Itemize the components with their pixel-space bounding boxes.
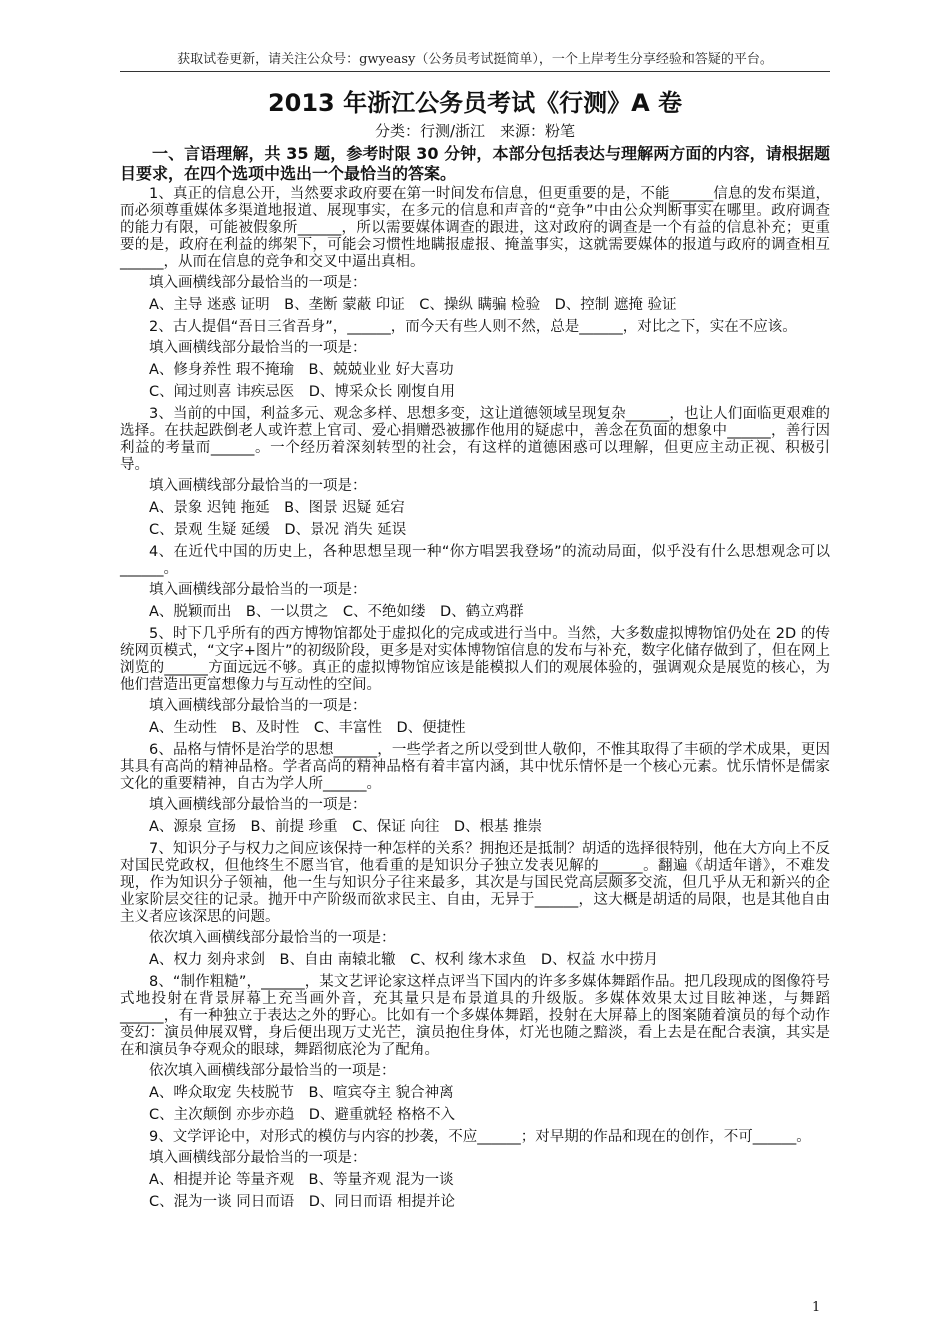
question-line: 填入画横线部分最恰当的一项是： (149, 698, 367, 714)
question-line: 填入画横线部分最恰当的一项是： (149, 275, 367, 291)
question-line: 填入画横线部分最恰当的一项是： (149, 582, 367, 598)
section-heading: 一、言语理解，共 35 题，参考时限 30 分钟，本部分包括表达与理解两方面的内容，请根据题目要求，在四个选项中选出一个最恰当的答案。 (120, 144, 830, 183)
question-stem: 7、知识分子与权力之间应该保持一种怎样的关系？拥抱还是抵制？胡适的选择很特别，他在大方向上不反对国民党政权，但他终生不愿当官，他看重的是知识分子独立发表见解的______。翻遍《胡适年谱》，不难发现，作为知识分子领袖，他一生与知识分子往来最多，其次是与国民党高层颇多交流，但几乎从无和新兴的企业家阶层交往的记录。抛开中产阶级而欲求民主、自由，无异于______，这大概是胡适的局限，也是其他自由主义者应该深思的问题。 (120, 841, 830, 925)
document-title: 2013 年浙江公务员考试《行测》A 卷 (267, 89, 683, 117)
question-line: A、相提并论 等量齐观 B、等量齐观 混为一谈 (149, 1172, 454, 1188)
question-line: 填入画横线部分最恰当的一项是： (149, 797, 367, 813)
question-stem: 5、时下几乎所有的西方博物馆都处于虚拟化的完成或进行当中。当然，大多数虚拟博物馆仍处在 2D 的传统网页模式，“文字+图片”的初级阶段，更多是对实体博物馆信息的发布与补充，数字化储存做到了，但在网上浏览的______方面远远不够。真正的虚拟博物馆应该是能模拟人们的观展体验的，强调观众是展览的核心，为他们营造出更富想像力与互动性的空间。 (120, 626, 830, 693)
question-line: C、混为一谈 同日而语 D、同日而语 相提并论 (149, 1194, 456, 1210)
question-line: C、主次颠倒 亦步亦趋 D、避重就轻 格格不入 (149, 1107, 456, 1123)
question-stem: 2、古人提倡“吾日三省吾身”，______，而今天有些人则不然，总是______，对比之下，实在不应该。 (149, 319, 797, 335)
question-line: 依次填入画横线部分最恰当的一项是： (149, 1063, 396, 1079)
question-stem: 6、品格与情怀是治学的思想______，一些学者之所以受到世人敬仰，不惟其取得了丰硕的学术成果，更因其具有高尚的精神品格。学者高尚的精神品格有着丰富内涵，其中忧乐情怀是一个核心元素。忧乐情怀是儒家文化的重要精神，自古为学人所______。 (120, 742, 830, 792)
question-line: C、闻过则喜 讳疾忌医 D、博采众长 刚愎自用 (149, 384, 456, 400)
question-line: C、景观 生疑 延缓 D、景况 消失 延误 (149, 522, 407, 538)
question-list (120, 186, 830, 1211)
page-number: 1 (812, 1300, 821, 1315)
document-meta: 分类：行测/浙江 来源：粉笔 (374, 122, 576, 140)
question-stem: 3、当前的中国，利益多元、观念多样、思想多变，这让道德领域呈现复杂______，也让人们面临更艰难的选择。在扶起跌倒老人或许惹上官司、爱心捐赠恐被挪作他用的疑虑中，善念在负面的想象中______，善行因利益的考量而______。一个经历着深刻转型的社会，有这样的道德困惑可以理解，但更应主动正视、积极引导。 (120, 406, 830, 473)
question-line: 填入画横线部分最恰当的一项是： (149, 478, 367, 494)
question-stem: 9、文学评论中，对形式的模仿与内容的抄袭，不应______；对早期的作品和现在的创作，不可______。 (149, 1129, 811, 1145)
question-line: A、脱颖而出 B、一以贯之 C、不绝如缕 D、鹤立鸡群 (149, 604, 524, 620)
question-stem: 4、在近代中国的历史上，各种思想呈现一种“你方唱罢我登场”的流动局面，似乎没有什么思想观念可以______。 (120, 544, 830, 577)
question-stem: 1、真正的信息公开，当然要求政府要在第一时间发布信息，但更重要的是，不能______信息的发布渠道，而必须尊重媒体多渠道地报道、展现事实，在多元的信息和声音的“竞争”中由公众判断事实在哪里。政府调查的能力有限，可能被假象所______，所以需要媒体调查的跟进，这对政府的调查是一个有益的信息补充；更重要的是，政府在利益的绑架下，可能会习惯性地瞒报虚报、掩盖事实，这就需要媒体的报道与政府的调查相互______，从而在信息的竞争和交叉中逼出真相。 (120, 186, 830, 270)
question-line: A、景象 迟钝 拖延 B、图景 迟疑 延宕 (149, 500, 405, 516)
question-line: A、权力 刻舟求剑 B、自由 南辕北辙 C、权利 缘木求鱼 D、权益 水中捞月 (149, 952, 659, 968)
page-header-notice: 获取试卷更新，请关注公众号：gwyeasy（公务员考试挺简单），一个上岸考生分享经验和答疑的平台。 (177, 52, 773, 67)
question-line: A、源泉 宣扬 B、前提 珍重 C、保证 向往 D、根基 推崇 (149, 819, 543, 835)
question-line: A、主导 迷惑 证明 B、垄断 蒙蔽 印证 C、操纵 瞒骗 检验 D、控制 遮掩 验证 (149, 297, 677, 313)
question-line: A、修身养性 瑕不掩瑜 B、兢兢业业 好大喜功 (149, 362, 454, 378)
question-line: 依次填入画横线部分最恰当的一项是： (149, 930, 396, 946)
question-line: 填入画横线部分最恰当的一项是： (149, 340, 367, 356)
question-line: 填入画横线部分最恰当的一项是： (149, 1150, 367, 1166)
header-divider (120, 71, 830, 72)
question-line: A、生动性 B、及时性 C、丰富性 D、便捷性 (149, 720, 466, 736)
document-body (120, 86, 830, 1216)
question-line: A、哗众取宠 失枝脱节 B、喧宾夺主 貌合神离 (149, 1085, 454, 1101)
question-stem: 8、“制作粗糙”，______，某文艺评论家这样点评当下国内的许多多媒体舞蹈作品。把几段现成的图像符号式地投射在背景屏幕上充当画外音，充其量只是布景道具的升级版。多媒体效果太过目眩神迷，与舞蹈______，有一种独立于表达之外的野心。比如有一个多媒体舞蹈，投射在大屏幕上的图案随着演员的每个动作变幻：演员伸展双臂，身后便出现万丈光芒，演员抱住身体，灯光也随之黯淡，看上去是在配合表演，其实是在和演员争夺观众的眼球，舞蹈彻底沦为了配角。 (120, 974, 830, 1058)
